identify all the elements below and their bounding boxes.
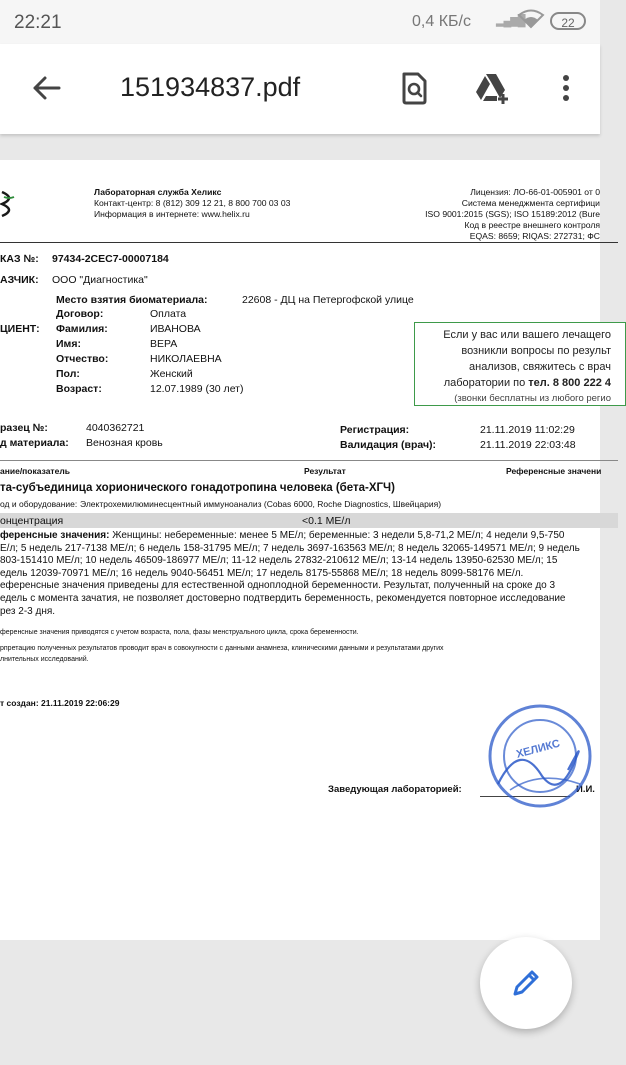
note-interpretation: лнительных исследований.	[0, 656, 89, 663]
notice-line	[444, 377, 611, 389]
license-block	[425, 187, 600, 242]
app-bar	[0, 44, 600, 134]
name-label: Имя:	[56, 338, 81, 350]
helix-logo-icon	[0, 188, 18, 218]
reference-line: едель 12039-70971 МЕ/л; 16 недель 9040-56451 МЕ/л; 17 недель 8175-55868 МЕ/л; 18 недель 8099-58176 МЕ/л.	[0, 567, 524, 579]
sample-number: 4040362721	[86, 422, 145, 434]
column-reference: Референсные значени	[506, 466, 602, 476]
reference-line: еференсные значения приведены для естественной одноплодной беременности. Результат, полученный на сроке до 3	[0, 580, 556, 592]
reference-label: ференсные значения:	[0, 530, 110, 541]
search-document-icon[interactable]	[396, 70, 432, 106]
order-label: КАЗ №:	[0, 253, 39, 265]
file-title: 151934837.pdf	[120, 72, 301, 102]
network-speed: 0,4 КБ/с	[412, 13, 471, 30]
wifi-icon	[518, 9, 544, 29]
arrow-back-icon[interactable]	[28, 70, 64, 106]
reference-line: рез 2-3 дня.	[0, 605, 56, 617]
license-line: Система менеджмента сертифици	[461, 198, 600, 208]
notice-line: Если у вас или вашего лечащего	[443, 329, 611, 341]
surname-value: ИВАНОВА	[150, 323, 201, 335]
name-value: ВЕРА	[150, 338, 178, 350]
notice-line: возникли вопросы по результ	[461, 345, 611, 357]
registration-value: 21.11.2019 11:02:29	[480, 424, 575, 436]
column-result: Результат	[304, 466, 346, 476]
method-label: од и оборудование:	[0, 499, 78, 509]
gender-label: Пол:	[56, 368, 80, 380]
surname-label: Фамилия:	[56, 323, 108, 335]
measure-value: <0.1 МЕ/л	[302, 515, 351, 527]
drive-add-icon[interactable]	[474, 70, 510, 106]
sampling-label: Место взятия биоматериала:	[56, 294, 208, 306]
patronymic-value: НИКОЛАЕВНА	[150, 353, 222, 365]
battery-icon	[550, 12, 586, 30]
patronymic-label: Отчество:	[56, 353, 109, 365]
note-reference: ференсные значения приводятся с учетом возраста, пола, фазы менструального цикла, срока беременности.	[0, 629, 359, 636]
signal-icon: ▂▄▆█	[496, 15, 525, 27]
age-label: Возраст:	[56, 383, 102, 395]
lab-website: Информация в интернете: www.helix.ru	[94, 209, 250, 219]
sampling-value: 22608 - ДЦ на Петергофской улице	[242, 294, 414, 306]
table-divider	[0, 460, 618, 461]
edit-fab-button[interactable]	[480, 937, 572, 1029]
validation-label: Валидация (врач):	[340, 439, 437, 451]
measure-label: онцентрация	[0, 515, 64, 527]
test-title: та-субъединица хорионического гонадотропина человека (бета-ХГЧ)	[0, 482, 395, 494]
contract-value: Оплата	[150, 308, 187, 320]
contact-notice-box	[414, 322, 626, 406]
column-test: ание/показатель	[0, 466, 70, 476]
lab-contact: Контакт-центр: 8 (812) 309 12 21, 8 800 700 03 03	[94, 198, 291, 208]
note-interpretation: рпретацию полученных результатов проводит врач в совокупности с данными анамнеза, клиническими данными и результатами других	[0, 645, 444, 652]
license-line: ISO 9001:2015 (SGS); ISO 15189:2012 (Bure	[425, 209, 600, 219]
notice-phone-prefix: лаборатории по	[443, 377, 529, 389]
sample-label: разец №:	[0, 422, 48, 434]
lab-name: Лабораторная служба Хеликс	[94, 187, 222, 197]
header-divider	[0, 242, 618, 243]
reference-values	[0, 530, 580, 618]
lab-stamp	[480, 700, 600, 812]
reference-line: Женщины: небеременные: менее 5 МЕ/л; беременные: 3 недели 5,8-71,2 МЕ/л; 4 недели 9,5-750	[112, 530, 565, 541]
age-value: 12.07.1989 (30 лет)	[150, 383, 244, 395]
status-bar	[0, 0, 600, 44]
validation-value: 21.11.2019 22:03:48	[480, 439, 576, 451]
license-line: EQAS: 8659; RIQAS: 272731; ФС	[469, 231, 600, 241]
created-at: т создан: 21.11.2019 22:06:29	[0, 698, 120, 708]
license-line: Код в реестре внешнего контроля	[464, 220, 600, 230]
gender-value: Женский	[150, 368, 193, 380]
notice-phone: тел. 8 800 222 4	[528, 377, 611, 389]
material-value: Венозная кровь	[86, 437, 163, 449]
registration-label: Регистрация:	[340, 424, 410, 436]
more-vert-icon[interactable]	[548, 70, 584, 106]
head-name: И.И.	[576, 784, 595, 795]
method-value: Электрохемилюминесцентный иммуноанализ (Cobas 6000, Roche Diagnostics, Швейцария)	[80, 499, 442, 509]
order-number: 97434-2СЕС7-00007184	[52, 253, 169, 265]
lab-info	[94, 187, 290, 220]
reference-line: 803-151410 МЕ/л; 10 недель 46509-186977 МЕ/л; 11-12 недель 27832-210612 МЕ/л; 13-14 недель 13950-62530 МЕ/л; 15	[0, 555, 558, 567]
material-label: д материала:	[0, 437, 69, 449]
customer-label: АЗЧИК:	[0, 274, 39, 286]
notice-line: (звонки бесплатны из любого регио	[454, 393, 611, 404]
pdf-document	[0, 160, 618, 940]
battery-level: 22	[561, 16, 575, 30]
notice-line: анализов, свяжитесь с врач	[469, 361, 611, 373]
edit-pencil-icon	[510, 967, 542, 999]
head-label: Заведующая лабораторией:	[328, 784, 462, 795]
reference-line: Е/л; 5 недель 217-7138 МЕ/л; 6 недель 158-31795 МЕ/л; 7 недель 3697-163563 МЕ/л; 8 недель 32065-149571 МЕ/л; 9 недель	[0, 542, 580, 554]
pdf-page[interactable]	[0, 160, 611, 940]
patient-section-label: ЦИЕНТ:	[0, 323, 40, 335]
status-time: 22:21	[14, 12, 62, 33]
stamp-text: ХЕЛИКС	[514, 737, 562, 761]
contract-label: Договор:	[56, 308, 104, 320]
license-line: Лицензия: ЛО-66-01-005901 от 0	[470, 187, 600, 197]
customer-value: ООО "Диагностика"	[52, 274, 148, 286]
reference-line: едель с момента зачатия, не позволяет достоверно подтвердить беременность, рекомендуется повторное исследование	[0, 592, 566, 604]
